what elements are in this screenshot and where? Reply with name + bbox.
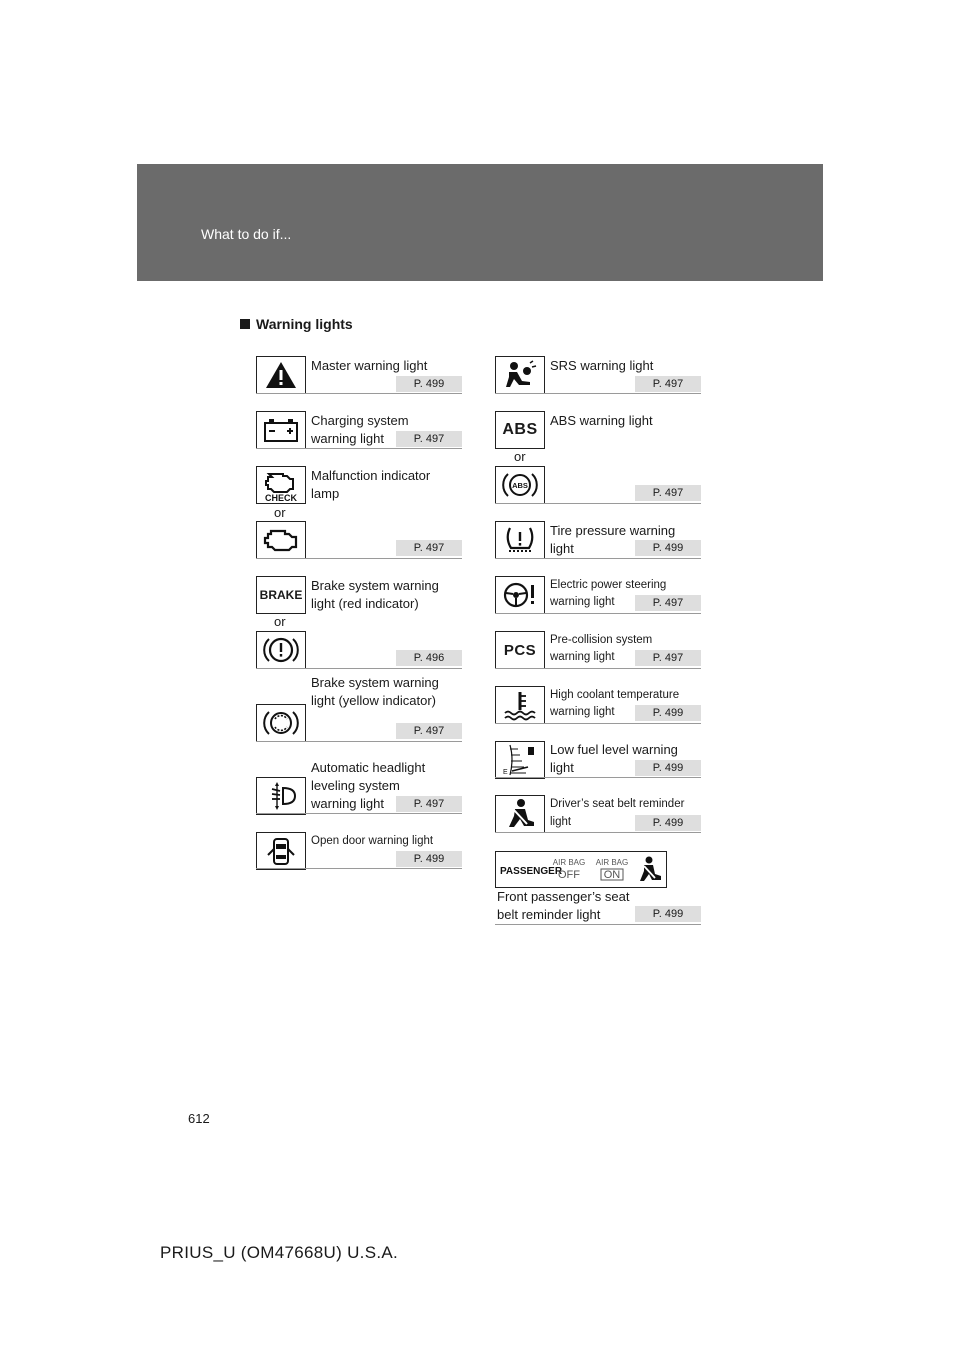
brake-wear-icon bbox=[256, 704, 306, 742]
divider bbox=[495, 613, 701, 614]
passenger-page[interactable]: P. 499 bbox=[635, 906, 701, 922]
seatbelt-person-icon bbox=[495, 795, 545, 833]
battery-icon bbox=[256, 411, 306, 449]
divider bbox=[495, 777, 701, 778]
page-number: 612 bbox=[188, 1111, 210, 1126]
divider bbox=[495, 393, 701, 394]
section-title bbox=[240, 316, 353, 332]
engine-check-icon bbox=[256, 466, 306, 504]
fuel-e-text: E bbox=[503, 769, 508, 776]
airbag-text-2: AIR BAG bbox=[595, 858, 629, 867]
charging-label-2: warning light bbox=[311, 431, 384, 446]
fuel-label-1: Low fuel level warning bbox=[550, 742, 678, 757]
pcs-text: PCS bbox=[503, 641, 537, 659]
seatbelt-label-2: light bbox=[550, 816, 572, 828]
divider bbox=[256, 741, 462, 742]
brake-circle-exclamation-icon bbox=[256, 631, 306, 669]
header-band bbox=[137, 164, 823, 281]
passenger-text: PASSENGER bbox=[500, 866, 563, 877]
divider bbox=[495, 558, 701, 559]
divider bbox=[256, 558, 462, 559]
engine-icon bbox=[256, 521, 306, 559]
passenger-label-1: Front passenger’s seat bbox=[497, 889, 630, 904]
abs-circle-icon bbox=[495, 466, 545, 504]
fuel-page[interactable]: P. 499 bbox=[635, 760, 701, 776]
seatbelt-page[interactable]: P. 499 bbox=[635, 815, 701, 831]
header-title: What to do if... bbox=[201, 226, 292, 242]
coolant-label-1: High coolant temperature bbox=[550, 689, 680, 701]
divider bbox=[495, 668, 701, 669]
model-code: PRIUS_U (OM47668U) U.S.A. bbox=[160, 1243, 399, 1262]
master-warning-label: Master warning light bbox=[311, 358, 428, 373]
headlight-page[interactable]: P. 497 bbox=[396, 796, 462, 812]
pcs-text-icon bbox=[495, 631, 545, 669]
brake-text: BRAKE bbox=[259, 588, 303, 602]
brake-yellow-page[interactable]: P. 497 bbox=[396, 723, 462, 739]
tire-page[interactable]: P. 499 bbox=[635, 540, 701, 556]
or-label: or bbox=[274, 614, 286, 629]
srs-label: SRS warning light bbox=[550, 358, 654, 373]
passenger-label-2: belt reminder light bbox=[497, 907, 601, 922]
brake-text-icon bbox=[256, 576, 306, 614]
srs-page[interactable]: P. 497 bbox=[635, 376, 701, 392]
fuel-label-2: light bbox=[550, 760, 574, 775]
divider bbox=[256, 668, 462, 669]
coolant-label-2: warning light bbox=[550, 706, 615, 718]
malfunction-page[interactable]: P. 497 bbox=[396, 540, 462, 556]
divider bbox=[256, 393, 462, 394]
tire-label-2: light bbox=[550, 541, 574, 556]
coolant-page[interactable]: P. 499 bbox=[635, 705, 701, 721]
malfunction-label-2: lamp bbox=[311, 486, 340, 501]
headlight-label-1: Automatic headlight bbox=[311, 760, 426, 775]
steering-exclamation-icon bbox=[495, 576, 545, 614]
fuel-gauge-icon bbox=[495, 741, 545, 779]
off-text: OFF bbox=[558, 869, 580, 881]
brake-yellow-label-1: Brake system warning bbox=[311, 675, 439, 690]
divider bbox=[256, 448, 462, 449]
on-text: ON bbox=[603, 869, 621, 881]
divider bbox=[495, 503, 701, 504]
divider bbox=[495, 924, 701, 925]
pcs-label-1: Pre-collision system bbox=[550, 634, 653, 646]
pcs-page[interactable]: P. 497 bbox=[635, 650, 701, 666]
pcs-label-2: warning light bbox=[550, 651, 615, 663]
door-page[interactable]: P. 499 bbox=[396, 851, 462, 867]
passenger-airbag-panel bbox=[495, 851, 667, 888]
eps-label-2: warning light bbox=[550, 596, 615, 608]
eps-page[interactable]: P. 497 bbox=[635, 595, 701, 611]
brake-red-label-2: light (red indicator) bbox=[311, 596, 419, 611]
headlight-label-3: warning light bbox=[311, 796, 384, 811]
airbag-person-icon bbox=[495, 356, 545, 394]
abs-text: ABS bbox=[502, 421, 538, 438]
seatbelt-label-1: Driver’s seat belt reminder bbox=[550, 798, 685, 810]
thermometer-waves-icon bbox=[495, 686, 545, 724]
abs-label: ABS warning light bbox=[550, 413, 653, 428]
charging-label-1: Charging system bbox=[311, 413, 409, 428]
divider bbox=[256, 813, 462, 814]
eps-label-1: Electric power steering bbox=[550, 579, 667, 591]
abs-text-icon bbox=[495, 411, 545, 449]
tire-label-1: Tire pressure warning bbox=[550, 523, 676, 538]
passenger-seatbelt-icon bbox=[640, 857, 661, 882]
check-text: CHECK bbox=[264, 493, 298, 502]
open-door-car-icon bbox=[256, 832, 306, 870]
headlight-leveling-icon bbox=[256, 777, 306, 815]
master-warning-page[interactable]: P. 499 bbox=[396, 376, 462, 392]
tire-pressure-icon bbox=[495, 521, 545, 559]
airbag-text-1: AIR BAG bbox=[552, 858, 586, 867]
abs-small-text: ABS bbox=[512, 481, 528, 490]
malfunction-label-1: Malfunction indicator bbox=[311, 468, 431, 483]
charging-page[interactable]: P. 497 bbox=[396, 431, 462, 447]
divider bbox=[495, 832, 701, 833]
square-bullet-icon bbox=[240, 319, 250, 329]
brake-red-label-1: Brake system warning bbox=[311, 578, 439, 593]
divider bbox=[495, 723, 701, 724]
brake-yellow-label-2: light (yellow indicator) bbox=[311, 693, 436, 708]
abs-page[interactable]: P. 497 bbox=[635, 485, 701, 501]
divider bbox=[256, 868, 462, 869]
door-label: Open door warning light bbox=[311, 835, 434, 847]
section-title-text: Warning lights bbox=[256, 316, 353, 332]
or-label: or bbox=[514, 449, 526, 464]
headlight-label-2: leveling system bbox=[311, 778, 400, 793]
exclamation-triangle-icon bbox=[256, 356, 306, 394]
brake-red-page[interactable]: P. 496 bbox=[396, 650, 462, 666]
or-label: or bbox=[274, 505, 286, 520]
